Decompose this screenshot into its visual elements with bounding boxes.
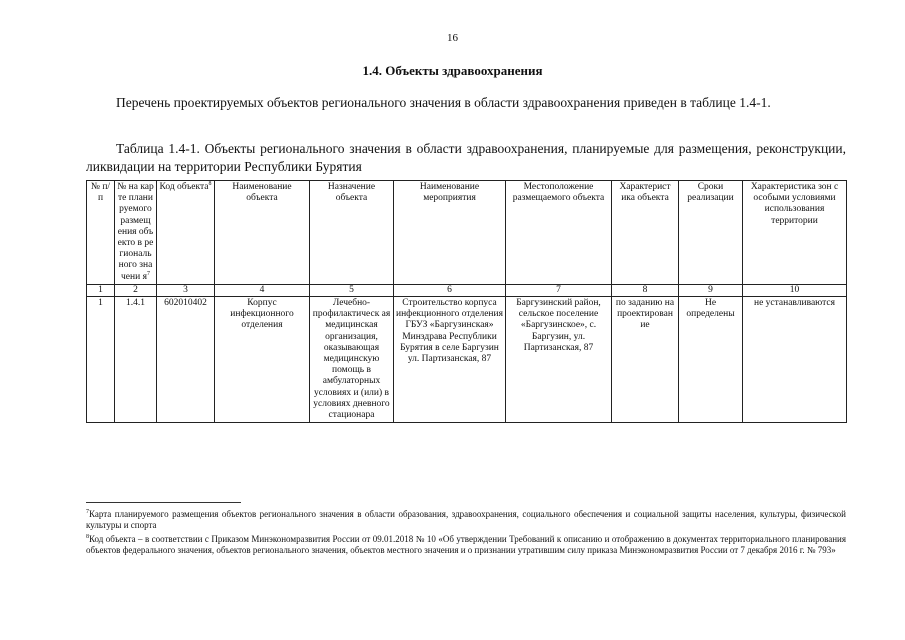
column-number: 7 <box>506 284 612 296</box>
column-number: 8 <box>612 284 679 296</box>
page-number: 16 <box>447 32 458 44</box>
footnote-8-text: Код объекта – в соответствии с Приказом Минэкономразвития России от 09.01.2018 № 10 «Об утверждении Требований к описанию и отображению в документах территориального планирования объектов федерального значения, объектов регионального значения, объектов местного значения и о признании утратившим силу приказа Минэкономразвития России от 7 декабря 2016 г. № 793» <box>86 534 846 555</box>
column-number: 1 <box>87 284 115 296</box>
column-number: 5 <box>310 284 394 296</box>
footnote-8-mark: 8 <box>86 534 89 540</box>
header-terms: Сроки реализации <box>679 181 743 285</box>
section-heading: 1.4. Объекты здравоохранения <box>362 63 543 78</box>
column-number: 9 <box>679 284 743 296</box>
header-object-purpose: Назначение объекта <box>310 181 394 285</box>
header-num: № п/п <box>87 181 115 285</box>
header-measure-name: Наименование мероприятия <box>394 181 506 285</box>
table-row <box>87 297 847 423</box>
header-map-number-text: № на карте планируемого размещения объекто в регионального значени я <box>117 182 154 282</box>
cell-characteristic: по заданию на проектирован ие <box>612 297 679 423</box>
footnote-ref-7: 7 <box>146 270 150 277</box>
footnote-8 <box>86 534 846 556</box>
intro-paragraph: Перечень проектируемых объектов регионального значения в области здравоохранения приведен в таблице 1.4-1. <box>116 95 771 110</box>
header-map-number <box>115 181 157 285</box>
column-number: 10 <box>743 284 847 296</box>
footnote-7-mark: 7 <box>86 509 89 515</box>
table-caption: Таблица 1.4-1. Объекты регионального значения в области здравоохранения, планируемые для размещения, реконструкции, ликвидации на территории Республики Бурятия <box>86 141 846 174</box>
cell-terms: Не определены <box>679 297 743 423</box>
footnote-separator <box>86 502 241 503</box>
cell-object-name: Корпус инфекционного отделения <box>215 297 310 423</box>
table-header-row <box>87 181 847 285</box>
header-zones: Характеристика зон с особыми условиями использования территории <box>743 181 847 285</box>
header-characteristic: Характерист ика объекта <box>612 181 679 285</box>
column-number: 2 <box>115 284 157 296</box>
footnote-ref-8: 8 <box>208 180 212 187</box>
column-number: 6 <box>394 284 506 296</box>
objects-table <box>86 180 847 423</box>
cell-object-code: 602010402 <box>157 297 215 423</box>
header-object-name: Наименование объекта <box>215 181 310 285</box>
footnote-7-text: Карта планируемого размещения объектов регионального значения в области образования, здравоохранения, социального обеспечения и социальной защиты населения, культуры, физической культуры и спорта <box>86 509 846 530</box>
cell-measure-name: Строительство корпуса инфекционного отделения ГБУЗ «Баргузинская» Минздрава Республики Бурятия в селе Баргузин ул. Партизанская, 87 <box>394 297 506 423</box>
header-location: Местоположение размещаемого объекта <box>506 181 612 285</box>
column-number-row <box>87 284 847 296</box>
header-object-code <box>157 181 215 285</box>
cell-map-number: 1.4.1 <box>115 297 157 423</box>
column-number: 4 <box>215 284 310 296</box>
cell-location: Баргузинский район, сельское поселение «Баргузинское», с. Баргузин, ул. Партизанская, 87 <box>506 297 612 423</box>
footnote-7 <box>86 509 846 531</box>
cell-num: 1 <box>87 297 115 423</box>
column-number: 3 <box>157 284 215 296</box>
cell-zones: не устанавливаются <box>743 297 847 423</box>
header-object-code-text: Код объекта <box>159 182 209 192</box>
cell-object-purpose: Лечебно-профилактическ ая медицинская организация, оказывающая медицинскую помощь в амбулаторных условиях и (или) в условиях дневного стационара <box>310 297 394 423</box>
